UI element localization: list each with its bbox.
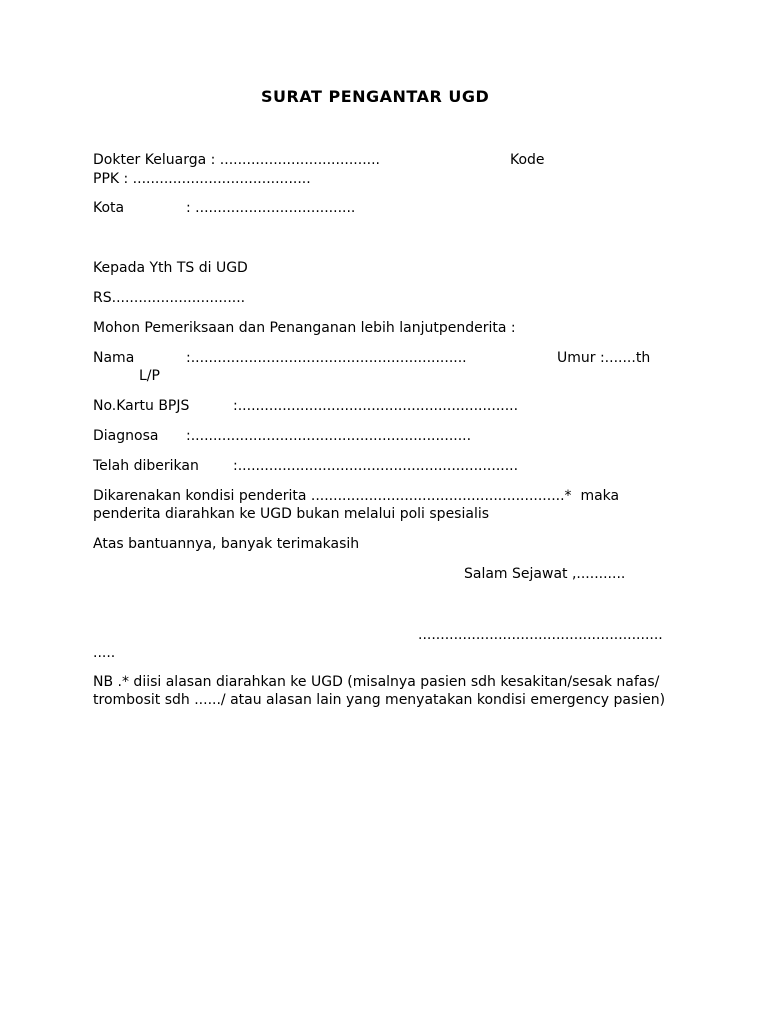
kepada-line: Kepada Yth TS di UGD [93,260,248,276]
kode-label: Kode [510,152,545,168]
diberikan-value: :............................................................... [233,458,519,474]
document-title: SURAT PENGANTAR UGD [261,87,490,106]
intro-line: Mohon Pemeriksaan dan Penanganan lebih lanjutpenderita : [93,320,516,336]
thanks-line: Atas bantuannya, banyak terimakasih [93,536,360,552]
nama-value: :.............................................................. [186,350,467,366]
diberikan-label: Telah diberikan [93,458,199,474]
lp-field: L/P [139,368,160,384]
dokter-keluarga-line: Dokter Keluarga : .................................... [93,152,380,168]
reason-line-1: Dikarenakan kondisi penderita .........................................................* maka [93,488,620,504]
signature-line-1: ....................................................... [418,627,663,643]
umur-field: Umur :.......th [557,350,651,366]
kota-label: Kota [93,200,125,216]
note-line-1: NB .* diisi alasan diarahkan ke UGD (misalnya pasien sdh kesakitan/sesak nafas/ [93,674,660,690]
nama-label: Nama [93,350,135,366]
kota-value: : .................................... [186,200,356,216]
diagnosa-label: Diagnosa [93,428,159,444]
rs-line: RS.............................. [93,290,246,306]
bpjs-value: :............................................................... [233,398,519,414]
ppk-line: PPK : ........................................ [93,171,311,187]
note-line-2: trombosit sdh ....../ atau alasan lain yang menyatakan kondisi emergency pasien) [93,692,666,708]
diagnosa-value: :............................................................... [186,428,472,444]
signature-line-2: ..... [93,645,116,661]
reason-line-2: penderita diarahkan ke UGD bukan melalui poli spesialis [93,506,490,522]
closing-line: Salam Sejawat ,........... [464,566,626,582]
bpjs-label: No.Kartu BPJS [93,398,190,414]
